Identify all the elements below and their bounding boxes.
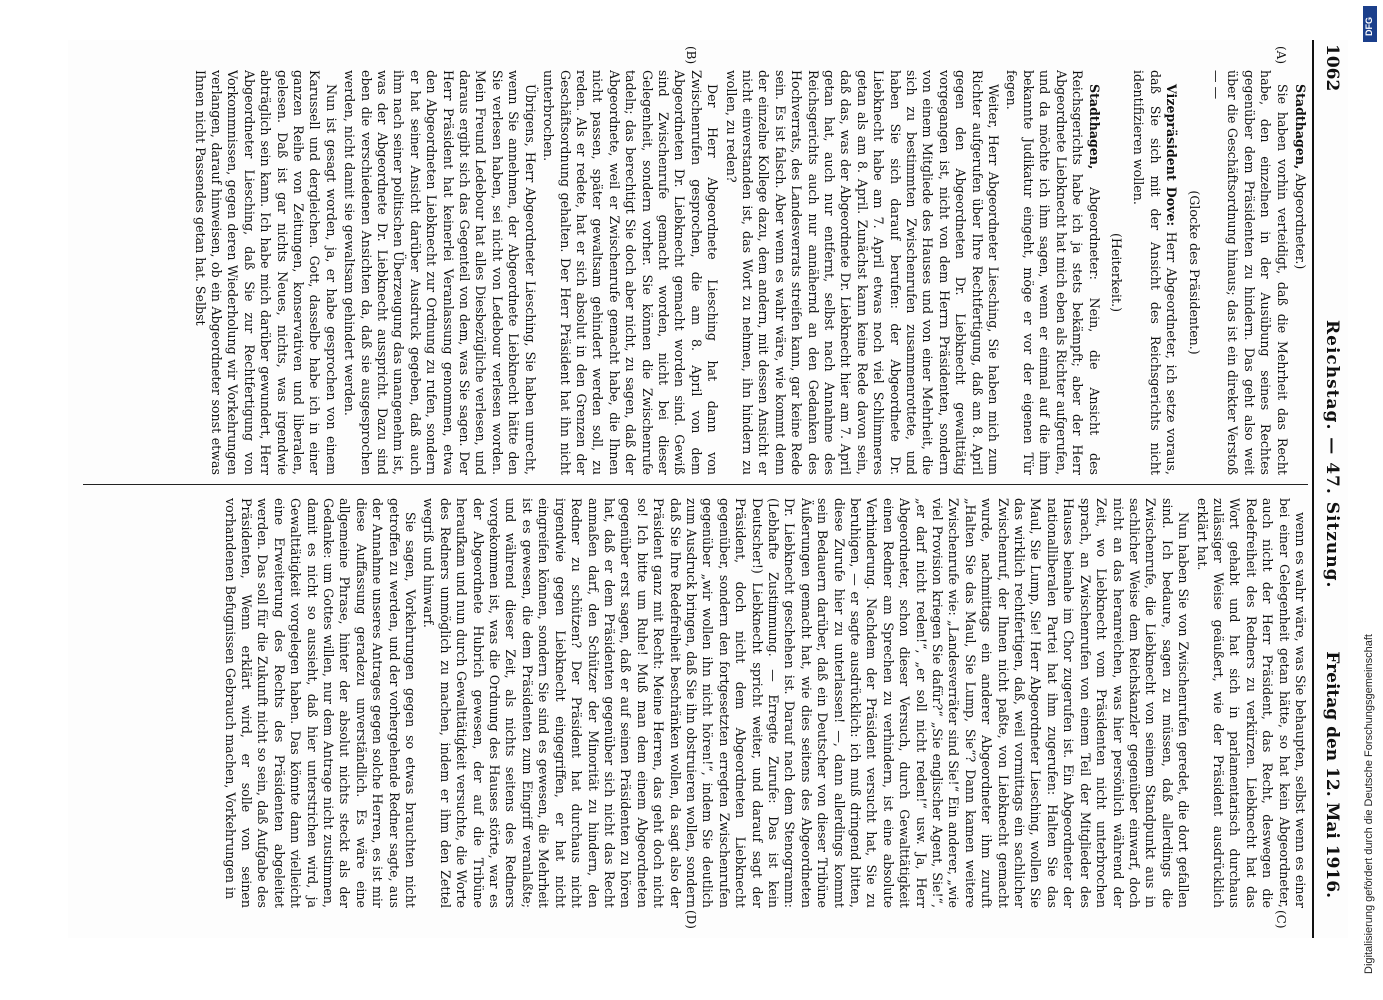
paragraph: [191, 70, 339, 475]
paragraph-text: Abgeordneter: Nein, die Ansicht des Reichsgerichts habe ich ja stets bekämpft; aber der Herr Abgeordnete Liebknecht hat mich eben als Richter aufgerufen, und da möchte ich ihm sagen, wenn er einmal auf die ihm bekannte Judikatur eingeht, möge er vor der eigenen Tür fegen.: [1004, 70, 1102, 475]
page-number: 1062: [1322, 44, 1342, 92]
page-header: [1312, 40, 1348, 938]
paragraph-text: Übrigens, Herr Abgeordneter Liesching, Sie haben unrecht, wenn Sie annehmen, der Abgeordnete Liebknecht hätte den Sie verlesen haben, sei nicht von Ledebour verlesen worden. Mein Freund Ledebour hat alles Diesbezügliche verlesen, und daraus ergibt sich das Gegenteil von dem, was Sie sagen. Der Herr Präsident hat keinerlei Veranlassung genommen, etwa den Abgeordneten Liebknecht zur Ordnung zu rufen, sondern er hat seiner Ansicht darüber Ausdruck gegeben, daß auch ihm nach seiner politischen Überzeugung das unangenehm ist, was der Abgeordnete Dr. Liebknecht ausspricht. Dazu sind eben die verschiedenen Ansichten da, daß sie ausgesprochen werden, nicht damit sie gewaltsam gehindert werden.: [342, 70, 538, 475]
paragraph: [722, 70, 1001, 475]
paragraph: [1208, 70, 1290, 475]
right-text-column: [78, 498, 1308, 908]
speaker-name: Stadthagen,: [1086, 84, 1102, 170]
paragraph: [420, 498, 1191, 908]
paragraph-text: Der Herr Abgeordnete Liesching hat dann von Zwischenrufen gesprochen, die am 8. April von dem Abgeordneten Dr. Liebknecht gemacht worden sind. Gewiß sind Zwischenrufe gemacht worden, nicht bei dieser Gelegenheit, sondern vorher. Sie können die Zwischenrufe tadeln; das berechtigt Sie doch aber nicht, zu sagen, daß der Abgeordnete, weil er Zwischenrufe gemacht habe, die Ihnen nicht passen, später gewaltsam gehindert werden soll, zu reden. Als er redete, hat er sich absolut in den Grenzen der Geschäftsordnung gehalten. Der Herr Präsident hat ihn nicht unterbrochen.: [541, 70, 721, 475]
stage-direction: (Glocke des Präsidenten.): [1186, 190, 1202, 355]
paragraph-text: Weiter, Herr Abgeordneter Liesching, Sie haben mich zum Richter aufgerufen über Ihre Rechtfertigung, daß am 8. April gegen den Abgeordneten Dr. Liebknecht gewalttätig vorgegangen ist, nicht von dem Herrn Präsidenten, sondern von einem Mitgliede des Hauses und von einer Mehrheit, die sich zu bestimmten Zwischenrufen zusammenrottete, und haben Sie sich darauf berufen: der Abgeordnete Dr. Liebknecht habe am 7. April etwas noch viel Schlimmeres getan als am 8. April. Zunächst kann keine Rede davon sein, daß das, was der Abgeordnete Dr. Liebknecht hier am 7. April getan hat, auch nur entfernt, selbst nach Annahme des Reichsgerichts auch nur annähernd an den Gedanken des Hochverrats, des Landesverrats streifen kann, gar keine Rede sein. Es ist falsch. Aber wenn es wahr wäre, wie kommt denn der einzelne Kollege dazu, dem andern, mit dessen Ansicht er nicht einverstanden ist, das Wort zu nehmen, ihn hindern zu wollen, zu reden?: [723, 70, 1002, 475]
speaker-name: Vizepräsident Dove:: [1164, 84, 1180, 227]
paragraph-text: Nun ist gesagt worden, ja, er habe gesprochen von einem Karussell und dergleichen. Gott, dasselbe habe ich in einer ganzen Reihe von Zeitungen, konservativen und liberalen, gelesen. Daß ist gar nichts Neues, nichts, was irgendwie abträglich sein kann. Ich habe mich darüber gewundert, Herr Abgeordneter Liesching, daß Sie zur Rechtfertigung von Vorkommnissen, gegen deren Wiederholung wir Vorkehrungen verlangen, darauf hinweisen, ob ein Abgeordneter sonst etwas Ihnen nicht Passendes getan hat. Selbst: [192, 70, 339, 475]
paragraph-text: wenn es wahr wäre, was Sie behaupten, selbst wenn es einer bei einer Gelegenheit getan hätte, so hat kein Abgeordneter, auch nicht der Herr Präsident, das Recht, deswegen die Redefreiheit des Redners zu verkürzen. Liebknecht hat das Wort gehabt und hat sich in parlamentarisch durchaus zulässiger Weise geäußert, wie der Präsident ausdrücklich erklärt hat.: [1194, 498, 1308, 908]
dfg-logo: DFG: [1363, 6, 1377, 42]
paragraph: [221, 498, 418, 908]
margin-mark-d: (D): [684, 910, 698, 929]
stage-direction: (Heiterkeit.): [1108, 233, 1124, 312]
margin-mark-a: (A): [1274, 46, 1288, 65]
paragraph: [1130, 70, 1179, 475]
paragraph-text: Sie haben vorhin verteidigt, daß die Mehrheit das Recht habe, den einzelnen in der Ausübung seines Rechtes gegenüber dem Präsidenten zu hindern. Das geht also weit über die Geschäftsordnung hinaus; das ist ein direkter Verstoß — —: [1208, 70, 1290, 475]
paragraph-text: Sie sagen, Vorkehrungen gegen so etwas brauchten nicht getroffen zu werden, und der vorhergehende Redner sagte, aus der Annahme unseres Antrages gegen solche Herren, es ist mir diese Auffassung geradezu unverständlich. Es wäre eine allgemeine Phrase, hinter der absolut nichts steckt als der Gedanke: um Gottes willen, nur dem Antrage nicht zustimmen, damit es nicht so aussieht, daß hier unterstrichen wird, ja Gewalttätigkeit vorgelegen haben. Das könnte dann vielleicht eine Erweiterung des Rechts des Präsidenten abgeleitet werden. Das soll für die Zukunft nicht so sein, daß Aufgabe des Präsidenten, Wenn erklärt wird, er solle von seinen vorhandenen Befugnissen Gebrauch machen, Vorkehrungen in: [222, 498, 419, 908]
paragraph: [1292, 70, 1308, 475]
left-text-column: [78, 70, 1308, 475]
margin-mark-b: (B): [684, 46, 698, 65]
paragraph-text: Herr Abgeordneter, ich setze voraus, daß Sie sich mit der Ansicht des Reichsgerichts nicht identifizieren wollen.: [1131, 70, 1180, 475]
paragraph-text: Abgeordneter.): [1293, 169, 1308, 270]
digitization-credit: Digitalisierung gefördert durch die Deutsche Forschungsgemeinschaft: [1363, 634, 1375, 974]
scanned-page: [68, 40, 1348, 938]
margin-mark-c: (C): [1274, 910, 1288, 929]
speaker-name: Stadthagen,: [1293, 84, 1308, 170]
paragraph: [1193, 498, 1308, 908]
paragraph: [1003, 70, 1101, 475]
paragraph-text: Nun haben Sie von Zwischenrufen geredet, die dort gefallen sind. Ich bedaure, sagen zu müssen, daß allerdings die Zwischenrufe, die Liebknecht von seinem Standpunkt aus in sachlicher Weise dem Reichskanzler gegenüber einwarf, doch nicht an das heranreichen, was hier persönlich während der Zeit, wo Liebknecht vom Präsidenten nicht unterbrochen sprach, an Zwischenrufen von einem Teil der Mitglieder des Hauses beinahe im Chor zugerufen ist. Ein Abgeordneter der nationalliberalen Partei hat ihm zugerufen: Halten Sie das Maul, Sie Lump, Sie! Herr Abgeordneter Liesching, wollen Sie das wirklich rechtfertigen, daß, weil vormittags ein sachlicher Zwischenruf, der Ihnen nicht paßte, von Liebknecht gemacht wurde, nachmittags ein anderer Abgeordneter ihm zuruft „Halten Sie das Maul, Sie Lump, Sie“? Dann kamen weitere Zwischenrufe wie: „Landesverräter sind Sie!“ Ein anderer, „wie viel Provision kriegen Sie dafür?“ „Sie englischer Agent, Sie!“, „er darf nicht reden!“, „er soll nicht reden!“ usw. Ja, Herr Abgeordneter, schon dieser Versuch, durch Gewalttätigkeit einen Redner am Sprechen zu verhindern, ist eine absolute Verhinderung. Nachdem der Präsident versucht hat, Sie zu beruhigen, — er sagte ausdrücklich: ich muß dringend bitten, diese Zurufe hier zu unterlassen! —, dann allerdings kommt sein Bedauern darüber, daß ein Deutscher von dieser Tribüne Äußerungen gemacht hat, wie dies seitens des Abgeordneten Dr. Liebknecht geschehen ist. Darauf nach dem Stenogramm: (Lebhafte Zustimmung. — Erregte Zurufe: Das ist kein Deutscher!) Liebknecht spricht weiter, und darauf sagt der Präsident, doch nicht dem Abgeordneten Liebknecht gegenüber, sondern den fortgesetzten erregten Zwischenrufen gegenüber „wir wollen ihn nicht hören!“, indem Sie deutlich zum Ausdruck bringen, daß Sie ihn obstruieren wollen, sondern daß Sie Ihre Redefreiheit beschränken wollen, da sagt also der Präsident ganz mit Recht: Meine Herren, das geht doch nicht so! Ich bitte um Ruhe! Muß man dem einem Abgeordneten gegenüber erst sagen, daß er auf seinen Präsidenten zu hören hat, daß er dem Präsidenten gegenüber sich nicht das Recht anmaßen darf, den Schützer der Minorität zu hindern, den Redner zu schützen? Der Präsident hat durchaus nicht irgendwie gegen Liebknecht eingegriffen, er hat nicht eingreifen können, sondern Sie sind es gewesen, die Mehrheit ist es gewesen, die dem Präsidenten zum Eingriff veranlaßte; und während dieser Zeit, als nichts seitens des Redners vorgekommen ist, was die Ordnung des Hauses störte, war es der Abgeordnete Hubrich gewesen, der auf die Tribüne heraufkam und nun durch Gewalttätigkeit versuchte, die Worte des Redners unmöglich zu machen, indem er ihm den Zettel wegriß und hinwarf.: [421, 498, 1192, 908]
session-date: Freitag den 12. Mai 1916.: [1322, 651, 1342, 898]
session-title: Reichstag. — 47. Sitzung.: [1322, 320, 1342, 589]
paragraph: [341, 70, 538, 475]
paragraph: [540, 70, 720, 475]
column-divider: [83, 484, 1308, 485]
